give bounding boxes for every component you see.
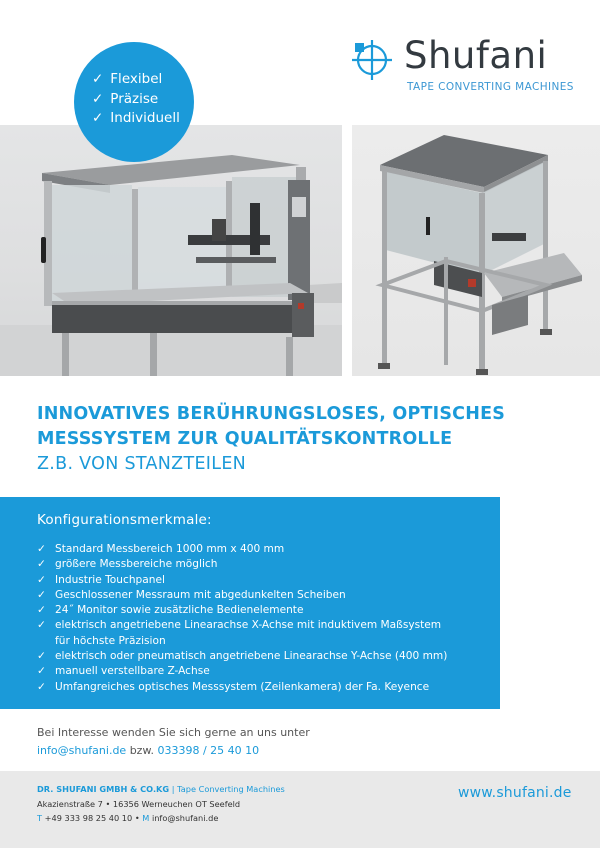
feature-item: ✓ elektrisch angetriebene Linearachse X-Achse mit induktivem Maßsystem für höchste Präzision xyxy=(37,618,500,649)
check-icon: ✓ xyxy=(37,604,46,617)
company-tagline: Tape Converting Machines xyxy=(177,784,285,794)
feature-item: ✓ größere Messbereiche möglich xyxy=(37,557,500,572)
contact-phone-link[interactable]: 033398 / 25 40 10 xyxy=(157,744,260,757)
check-icon: ✓ xyxy=(37,558,46,571)
bullet: • xyxy=(134,813,140,823)
footer-mail[interactable]: info@shufani.de xyxy=(151,813,219,823)
features-panel xyxy=(0,497,500,709)
check-icon: ✓ xyxy=(37,588,46,601)
footer-address: Akazienstraße 7 • 16356 Werneuchen OT Seefeld xyxy=(37,799,241,809)
contact-note-text: Bei Interesse wenden Sie sich gerne an uns unter xyxy=(37,726,310,739)
check-icon: ✓ xyxy=(92,90,104,107)
footer-contact xyxy=(37,813,218,823)
footer-phone[interactable]: +49 333 98 25 40 10 xyxy=(44,813,133,823)
highlight-item: ✓ Flexibel xyxy=(92,70,194,90)
phone-label: T xyxy=(37,813,43,823)
company-name: DR. SHUFANI GMBH & CO.KG xyxy=(37,784,170,794)
check-icon: ✓ xyxy=(37,619,46,632)
feature-item: ✓ 24˝ Monitor sowie zusätzliche Bedienelemente xyxy=(37,603,500,618)
highlights-badge xyxy=(74,42,194,162)
separator: | xyxy=(171,784,175,794)
contact-email-link[interactable]: info@shufani.de xyxy=(37,744,127,757)
highlight-item: ✓ Präzise xyxy=(92,90,194,110)
check-icon: ✓ xyxy=(92,71,104,87)
brand-tagline: TAPE CONVERTING MACHINES xyxy=(407,81,574,93)
feature-item: ✓ Umfangreiches optisches Messsystem (Zeilenkamera) der Fa. Keyence xyxy=(37,680,500,695)
machine-photo-angle xyxy=(352,125,600,376)
brand-logo xyxy=(352,34,572,94)
contact-connector: bzw. xyxy=(129,744,154,757)
check-icon: ✓ xyxy=(37,680,46,693)
crosshair-icon xyxy=(352,40,392,80)
check-icon: ✓ xyxy=(92,110,104,126)
mail-label: M xyxy=(142,813,150,823)
check-icon: ✓ xyxy=(37,650,46,663)
highlight-item: ✓ Individuell xyxy=(92,109,194,129)
headline-line-2: MESSSYSTEM ZUR QUALITÄTSKONTROLLE xyxy=(37,429,453,449)
headline xyxy=(37,402,505,477)
website-link[interactable]: www.shufani.de xyxy=(458,785,572,801)
feature-item: ✓ Standard Messbereich 1000 mm x 400 mm xyxy=(37,542,500,557)
headline-line-3: Z.B. VON STANZTEILEN xyxy=(37,454,247,474)
brand-name: Shufani xyxy=(404,34,548,77)
feature-item: ✓ elektrisch oder pneumatisch angetriebene Linearachse Y-Achse (400 mm) xyxy=(37,649,500,664)
feature-item: ✓ manuell verstellbare Z-Achse xyxy=(37,664,500,679)
footer xyxy=(0,771,600,848)
feature-item: ✓ Industrie Touchpanel xyxy=(37,573,500,588)
contact-note xyxy=(37,724,310,760)
check-icon: ✓ xyxy=(37,573,46,586)
feature-item: ✓ Geschlossener Messraum mit abgedunkelten Scheiben xyxy=(37,588,500,603)
check-icon: ✓ xyxy=(37,665,46,678)
machine-photo-front xyxy=(0,125,342,376)
headline-line-1: INNOVATIVES BERÜHRUNGSLOSES, OPTISCHES xyxy=(37,404,506,424)
features-list xyxy=(37,542,500,695)
footer-company xyxy=(37,784,285,794)
check-icon: ✓ xyxy=(37,543,46,555)
features-title: Konfigurationsmerkmale: xyxy=(37,512,212,528)
